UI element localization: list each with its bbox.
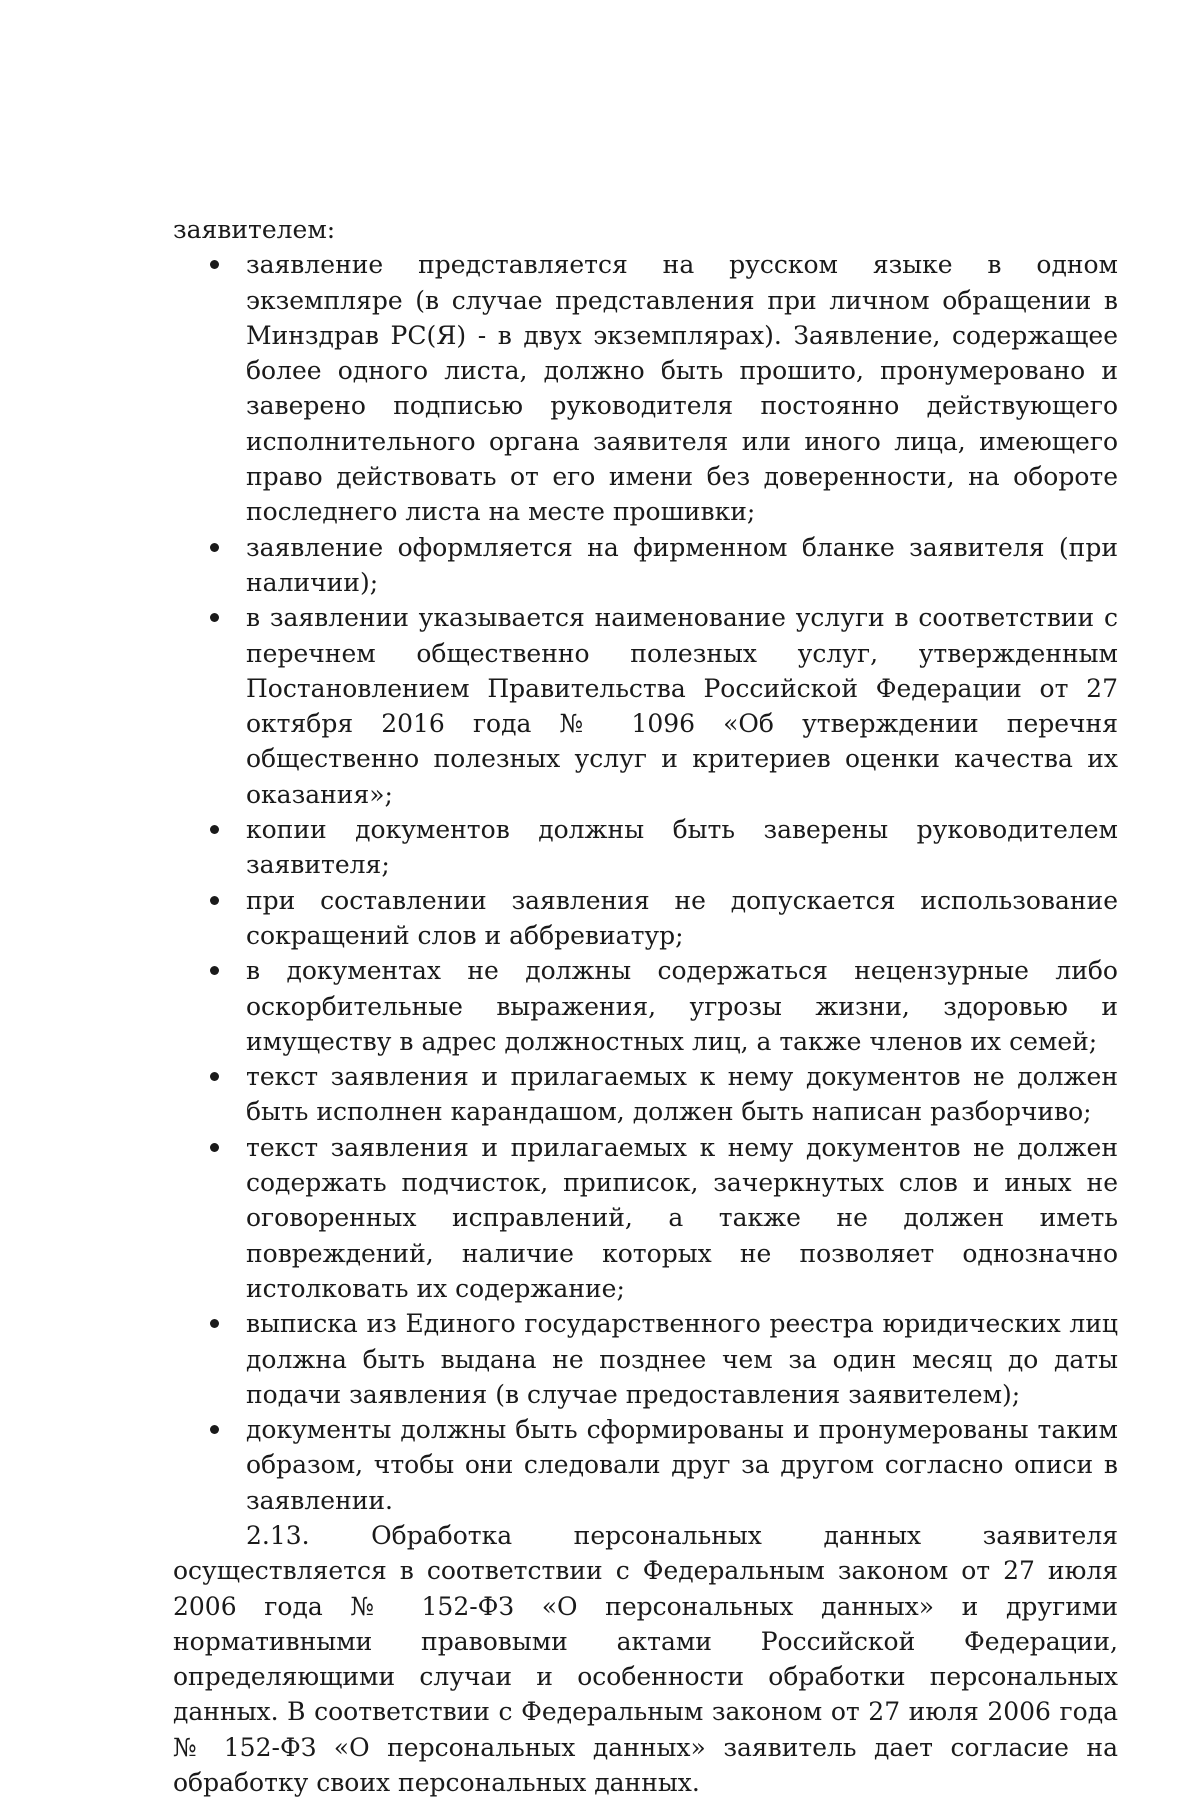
bullet-icon — [210, 1143, 219, 1152]
bullet-icon — [210, 1425, 219, 1434]
list-item — [173, 600, 1118, 812]
list-item — [173, 247, 1118, 529]
list-item-text: в заявлении указывается наименование услуги в соответствии с перечнем общественно полезных услуг, утвержденным Постановлением Правительства Российской Федерации от 27 октября 2016 года № 1096 «Об утверждении перечня общественно полезных услуг и критериев оценки качества их оказания»; — [246, 603, 1118, 809]
list-item-text: копии документов должны быть заверены руководителем заявителя; — [246, 815, 1118, 880]
bullet-icon — [210, 825, 219, 834]
list-item-text: в документах не должны содержаться нецензурные либо оскорбительные выражения, угрозы жизни, здоровью и имуществу в адрес должностных лиц, а также членов их семей; — [246, 956, 1118, 1056]
list-item-text: заявление оформляется на фирменном бланке заявителя (при наличии); — [246, 532, 1118, 597]
list-item — [173, 953, 1118, 1059]
bullet-icon — [210, 896, 219, 905]
list-item — [173, 1412, 1118, 1518]
list-item-text: выписка из Единого государственного реестра юридических лиц должна быть выдана не позднее чем за один месяц до даты подачи заявления (в случае предоставления заявителем); — [246, 1309, 1118, 1409]
intro-text: заявителем: — [173, 215, 336, 244]
list-item-text: документы должны быть сформированы и пронумерованы таким образом, чтобы они следовали друг за другом согласно описи в заявлении. — [246, 1415, 1118, 1515]
list-item-text: при составлении заявления не допускается использование сокращений слов и аббревиатур; — [246, 885, 1118, 950]
list-item-text: текст заявления и прилагаемых к нему документов не должен быть исполнен карандашом, должен быть написан разборчиво; — [246, 1062, 1118, 1127]
bullet-icon — [210, 543, 219, 552]
bullet-icon — [210, 260, 219, 269]
document-page — [173, 212, 1118, 1800]
clause-2-13: 2.13. Обработка персональных данных заявителя осуществляется в соответствии с Федеральным законом от 27 июля 2006 года № 152-ФЗ «О персональных данных» и другими нормативными правовыми актами Российской Федерации, определяющими случаи и особенности обработки персональных данных. В соответствии с Федеральным законом от 27 июля 2006 года № 152-ФЗ «О персональных данных» заявитель дает согласие на обработку своих персональных данных. — [173, 1520, 1118, 1798]
list-item — [173, 1059, 1118, 1130]
list-item — [173, 883, 1118, 954]
list-item-text: заявление представляется на русском языке в одном экземпляре (в случае представления при личном обращении в Минздрав РС(Я) - в двух экземплярах). Заявление, содержащее более одного листа, должно быть прошито, пронумеровано и заверено подписью руководителя постоянно действующего исполнительного органа заявителя или иного лица, имеющего право действовать от его имени без доверенности, на обороте последнего листа на месте прошивки; — [246, 250, 1118, 527]
bullet-icon — [210, 966, 219, 975]
bullet-icon — [210, 1072, 219, 1081]
list-item — [173, 1130, 1118, 1306]
list-item — [173, 530, 1118, 601]
bullet-icon — [210, 1319, 219, 1328]
requirements-list — [173, 247, 1118, 1518]
list-item-text: текст заявления и прилагаемых к нему документов не должен содержать подчисток, приписок, зачеркнутых слов и иных не оговоренных исправлений, а также не должен иметь повреждений, наличие которых не позволяет однозначно истолковать их содержание; — [246, 1132, 1118, 1303]
list-item — [173, 812, 1118, 883]
bullet-icon — [210, 613, 219, 622]
list-item — [173, 1306, 1118, 1412]
